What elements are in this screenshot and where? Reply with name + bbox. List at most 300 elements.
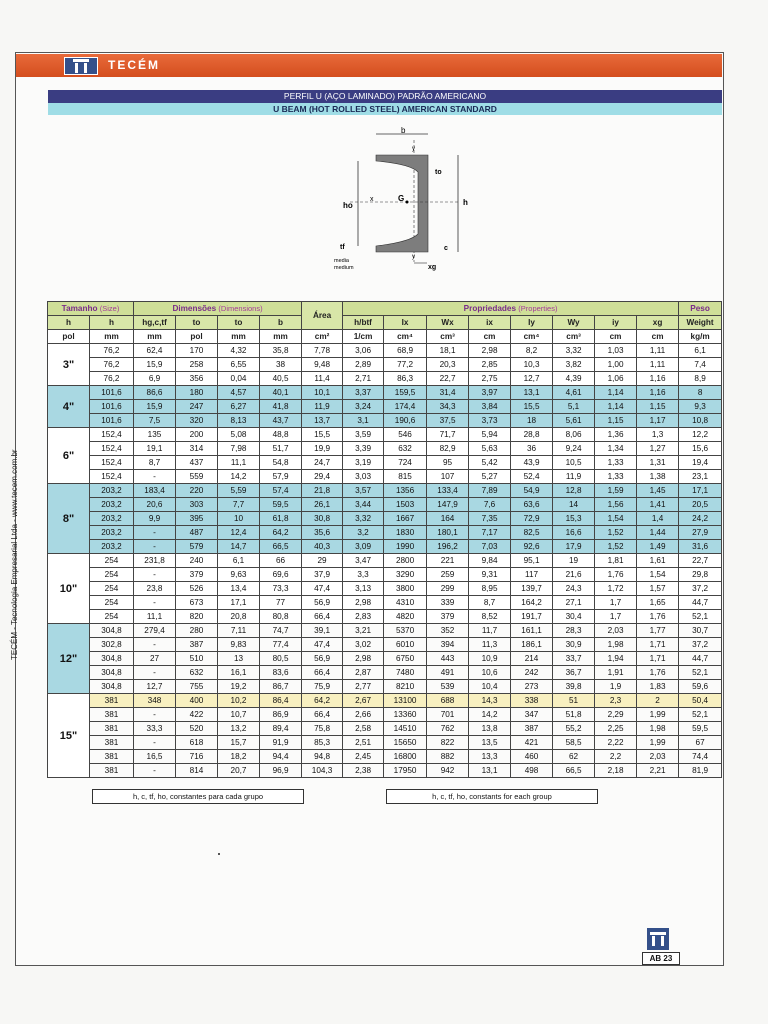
subheader-cell: to	[176, 316, 218, 330]
table-cell: 28,3	[553, 624, 595, 638]
table-row	[48, 750, 722, 764]
table-cell: 11,7	[469, 624, 511, 638]
table-row	[48, 596, 722, 610]
brand-header-bar	[16, 54, 722, 77]
table-cell: 7,89	[469, 484, 511, 498]
subheader-cell: xg	[637, 316, 679, 330]
table-cell: 62	[553, 750, 595, 764]
table-cell: 20,3	[427, 358, 469, 372]
table-cell: 21,8	[302, 484, 343, 498]
table-cell: 7,35	[469, 512, 511, 526]
table-cell: 2,71	[343, 372, 384, 386]
table-cell: 4820	[384, 610, 427, 624]
table-cell: 632	[384, 442, 427, 456]
diagram-label-x: x	[370, 196, 374, 203]
table-cell: 15,6	[679, 442, 722, 456]
table-cell: 5,42	[469, 456, 511, 470]
table-cell: 9,9	[134, 512, 176, 526]
table-cell: 17,1	[679, 484, 722, 498]
table-cell: 18	[511, 414, 553, 428]
header-weight: Peso	[679, 302, 722, 316]
table-cell: 8,52	[469, 610, 511, 624]
header-size: Tamanho (Size)	[48, 302, 134, 316]
diagram-label-media: media	[334, 258, 349, 264]
table-cell: 304,8	[90, 624, 134, 638]
table-cell: 19,4	[679, 456, 722, 470]
table-cell: 882	[427, 750, 469, 764]
table-cell: 96,9	[260, 764, 302, 778]
table-cell: 3,73	[469, 414, 511, 428]
diagram-label-c: c	[444, 245, 448, 252]
table-cell: 63,6	[511, 498, 553, 512]
table-row	[48, 428, 722, 442]
table-cell: 221	[427, 554, 469, 568]
table-cell: 16,6	[553, 526, 595, 540]
table-cell: 2,38	[343, 764, 384, 778]
table-cell: 4,32	[218, 344, 260, 358]
table-cell: 299	[427, 582, 469, 596]
table-cell: 8,95	[469, 582, 511, 596]
table-cell: 30,4	[553, 610, 595, 624]
table-cell: -	[134, 568, 176, 582]
table-cell: 34,3	[427, 400, 469, 414]
table-cell: 10,4	[469, 680, 511, 694]
table-cell: 15,3	[553, 512, 595, 526]
subheader-cell: Weight	[679, 316, 722, 330]
table-cell: 1,45	[637, 484, 679, 498]
table-cell: 2,98	[343, 596, 384, 610]
table-cell: 203,2	[90, 484, 134, 498]
table-cell: 13,1	[469, 764, 511, 778]
table-cell: 81,9	[679, 764, 722, 778]
table-cell: 180	[176, 386, 218, 400]
table-cell: 77	[260, 596, 302, 610]
table-row	[48, 610, 722, 624]
table-cell: 83,6	[260, 666, 302, 680]
table-cell: 82,9	[427, 442, 469, 456]
table-cell: 13,1	[511, 386, 553, 400]
table-cell: -	[134, 638, 176, 652]
table-cell: 30,7	[679, 624, 722, 638]
table-cell: 559	[176, 470, 218, 484]
note-portuguese: h, c, tf, ho, constantes para cada grupo	[92, 789, 304, 804]
table-cell: 3,32	[343, 512, 384, 526]
table-cell: 15,9	[134, 400, 176, 414]
size-cell: 12"	[48, 624, 90, 694]
table-cell: 186,1	[511, 638, 553, 652]
table-row	[48, 624, 722, 638]
table-cell: 632	[176, 666, 218, 680]
table-cell: 673	[176, 596, 218, 610]
table-cell: 520	[176, 722, 218, 736]
table-cell: 1990	[384, 540, 427, 554]
table-cell: 395	[176, 512, 218, 526]
table-cell: 27,1	[553, 596, 595, 610]
table-cell: 3,37	[343, 386, 384, 400]
table-cell: 526	[176, 582, 218, 596]
table-row	[48, 512, 722, 526]
table-cell: 3,06	[343, 344, 384, 358]
table-row	[48, 652, 722, 666]
table-cell: 5,94	[469, 428, 511, 442]
table-cell: 280	[176, 624, 218, 638]
table-cell: 1,7	[595, 596, 637, 610]
table-cell: 12,7	[134, 680, 176, 694]
table-cell: 14,3	[469, 694, 511, 708]
table-cell: 1,33	[595, 456, 637, 470]
table-row	[48, 386, 722, 400]
table-cell: 1,06	[595, 372, 637, 386]
table-cell: 52,1	[679, 610, 722, 624]
table-cell: 10,6	[469, 666, 511, 680]
table-cell: 11,3	[469, 638, 511, 652]
table-cell: 381	[90, 694, 134, 708]
table-cell: 1667	[384, 512, 427, 526]
table-cell: 240	[176, 554, 218, 568]
table-cell: 15,5	[511, 400, 553, 414]
table-cell: 1,27	[637, 442, 679, 456]
table-cell: 4310	[384, 596, 427, 610]
unit-cell: cm	[469, 330, 511, 344]
table-cell: -	[134, 736, 176, 750]
table-cell: 85,3	[302, 736, 343, 750]
table-cell: 618	[176, 736, 218, 750]
table-cell: 3,32	[553, 344, 595, 358]
table-cell: 69,6	[260, 568, 302, 582]
table-cell: 20,8	[218, 610, 260, 624]
table-cell: 2,98	[343, 652, 384, 666]
table-cell: 4,39	[553, 372, 595, 386]
table-cell: 135	[134, 428, 176, 442]
tecem-logo	[64, 57, 98, 75]
table-cell: 13360	[384, 708, 427, 722]
table-cell: 10,1	[302, 386, 343, 400]
table-cell: 2,51	[343, 736, 384, 750]
table-cell: 510	[176, 652, 218, 666]
table-cell: 47,4	[302, 582, 343, 596]
table-cell: 139,7	[511, 582, 553, 596]
table-cell: 1,83	[637, 680, 679, 694]
table-cell: 3,3	[343, 568, 384, 582]
table-cell: 814	[176, 764, 218, 778]
table-cell: 379	[176, 568, 218, 582]
table-cell: 66,5	[260, 540, 302, 554]
table-cell: 387	[176, 638, 218, 652]
table-cell: 76,2	[90, 344, 134, 358]
table-cell: 39,8	[553, 680, 595, 694]
table-cell: 41,8	[260, 400, 302, 414]
table-cell: 92,6	[511, 540, 553, 554]
table-cell: 7,6	[469, 498, 511, 512]
table-cell: 18,1	[427, 344, 469, 358]
table-cell: 1,34	[595, 442, 637, 456]
table-cell: 40,1	[260, 386, 302, 400]
table-cell: 152,4	[90, 428, 134, 442]
table-cell: 724	[384, 456, 427, 470]
header-properties: Propriedades (Properties)	[343, 302, 679, 316]
table-cell: 579	[176, 540, 218, 554]
table-cell: 443	[427, 652, 469, 666]
table-cell: 28,8	[511, 428, 553, 442]
table-cell: 1,36	[595, 428, 637, 442]
table-cell: 15650	[384, 736, 427, 750]
table-cell: 3,44	[343, 498, 384, 512]
table-cell: 76,2	[90, 372, 134, 386]
table-cell: 190,6	[384, 414, 427, 428]
table-cell: 2,25	[595, 722, 637, 736]
table-cell: 19,2	[218, 680, 260, 694]
table-cell: 6,9	[134, 372, 176, 386]
table-cell: 196,2	[427, 540, 469, 554]
table-cell: 203,2	[90, 512, 134, 526]
table-cell: 101,6	[90, 414, 134, 428]
table-cell: 11,1	[134, 610, 176, 624]
table-cell: 6,1	[218, 554, 260, 568]
table-cell: 180,1	[427, 526, 469, 540]
table-cell: 33,7	[553, 652, 595, 666]
table-cell: 2,22	[595, 736, 637, 750]
table-cell: 26,1	[302, 498, 343, 512]
table-cell: 27	[134, 652, 176, 666]
table-cell: 19,9	[302, 442, 343, 456]
logo-t-icon	[73, 59, 89, 73]
unit-cell: cm⁴	[384, 330, 427, 344]
table-cell: 56,9	[302, 596, 343, 610]
table-cell: 9,24	[553, 442, 595, 456]
table-cell: 15,7	[218, 736, 260, 750]
table-cell: 1,38	[637, 470, 679, 484]
table-cell: 7,7	[218, 498, 260, 512]
table-cell: 1,03	[595, 344, 637, 358]
table-cell: 18,2	[218, 750, 260, 764]
table-cell: 74,7	[260, 624, 302, 638]
table-cell: 5,27	[469, 470, 511, 484]
table-cell: 152,4	[90, 456, 134, 470]
table-cell: 17,1	[218, 596, 260, 610]
table-cell: 1,76	[637, 610, 679, 624]
table-cell: 14	[553, 498, 595, 512]
table-cell: 5,61	[553, 414, 595, 428]
table-cell: 1,61	[637, 554, 679, 568]
table-cell: 37,5	[427, 414, 469, 428]
table-cell: 3800	[384, 582, 427, 596]
table-cell: 259	[427, 568, 469, 582]
table-cell: 31,6	[679, 540, 722, 554]
diagram-label-y-top: y	[412, 146, 415, 152]
size-cell: 10"	[48, 554, 90, 624]
table-cell: 3,39	[343, 442, 384, 456]
table-cell: 688	[427, 694, 469, 708]
table-cell: 43,9	[511, 456, 553, 470]
table-cell: 2,18	[595, 764, 637, 778]
table-cell: 7480	[384, 666, 427, 680]
table-cell: 23,1	[679, 470, 722, 484]
table-cell: 38	[260, 358, 302, 372]
note-english: h, c, tf, ho, constants for each group	[386, 789, 598, 804]
table-cell: 19	[553, 554, 595, 568]
table-cell: 15,5	[302, 428, 343, 442]
table-cell: 54,8	[260, 456, 302, 470]
table-cell: 75,9	[302, 680, 343, 694]
table-cell: 8,2	[511, 344, 553, 358]
table-cell: 320	[176, 414, 218, 428]
table-cell: 5,1	[553, 400, 595, 414]
table-cell: 304,8	[90, 680, 134, 694]
table-row	[48, 736, 722, 750]
table-cell: 1503	[384, 498, 427, 512]
table-cell: 66,4	[302, 708, 343, 722]
unit-cell: kg/m	[679, 330, 722, 344]
table-cell: 381	[90, 736, 134, 750]
unit-cell: mm	[260, 330, 302, 344]
table-cell: 6,1	[679, 344, 722, 358]
table-cell: 314	[176, 442, 218, 456]
table-cell: 3,82	[553, 358, 595, 372]
table-cell: 1,56	[595, 498, 637, 512]
table-cell: 68,9	[384, 344, 427, 358]
table-cell: 815	[384, 470, 427, 484]
table-row	[48, 694, 722, 708]
table-row	[48, 722, 722, 736]
table-cell: 75,8	[302, 722, 343, 736]
table-cell: 14,7	[218, 540, 260, 554]
unit-cell: cm²	[302, 330, 343, 344]
table-cell: 29,8	[679, 568, 722, 582]
table-cell: 352	[427, 624, 469, 638]
table-cell: 36,7	[553, 666, 595, 680]
table-cell: 52,1	[679, 666, 722, 680]
table-cell: 5,08	[218, 428, 260, 442]
table-cell: 1,71	[637, 638, 679, 652]
diagram-label-xg: xg	[428, 264, 437, 271]
table-cell: 50,4	[679, 694, 722, 708]
header-dimensions: Dimensões (Dimensions)	[134, 302, 302, 316]
table-cell: 24,3	[553, 582, 595, 596]
table-cell: 13,5	[469, 736, 511, 750]
table-cell: 74,4	[679, 750, 722, 764]
table-cell: 273	[511, 680, 553, 694]
diagram-label-y-bottom: y	[412, 254, 415, 260]
table-cell: 86,4	[260, 694, 302, 708]
u-beam-properties-table	[47, 301, 722, 778]
table-cell: -	[134, 666, 176, 680]
title-portuguese: PERFIL U (AÇO LAMINADO) PADRÃO AMERICANO	[48, 90, 722, 103]
table-cell: 29	[302, 554, 343, 568]
subheader-cell: Wy	[553, 316, 595, 330]
table-cell: -	[134, 470, 176, 484]
company-sidebar-text: TECÉM - Tecnologia Empresarial Ltda - www.tecem.com.br	[10, 449, 19, 660]
table-cell: 161,1	[511, 624, 553, 638]
size-cell: 15"	[48, 694, 90, 778]
table-cell: 40,3	[302, 540, 343, 554]
table-cell: 422	[176, 708, 218, 722]
table-cell: 9,84	[469, 554, 511, 568]
table-cell: 4,57	[218, 386, 260, 400]
table-cell: -	[134, 526, 176, 540]
table-cell: 1,59	[595, 484, 637, 498]
table-cell: 24,2	[679, 512, 722, 526]
table-cell: 304,8	[90, 652, 134, 666]
table-cell: 1,31	[637, 456, 679, 470]
size-cell: 4"	[48, 386, 90, 428]
table-cell: 20,6	[134, 498, 176, 512]
table-cell: 152,4	[90, 442, 134, 456]
table-cell: 203,2	[90, 498, 134, 512]
table-cell: 66,4	[302, 666, 343, 680]
table-cell: 22,7	[679, 554, 722, 568]
table-cell: 1,49	[637, 540, 679, 554]
table-cell: 1356	[384, 484, 427, 498]
table-cell: 3,09	[343, 540, 384, 554]
table-cell: 9,83	[218, 638, 260, 652]
table-cell: 822	[427, 736, 469, 750]
diagram-label-tf: tf	[340, 244, 345, 251]
table-row	[48, 456, 722, 470]
u-beam-cross-section-diagram	[330, 122, 480, 277]
table-cell: 716	[176, 750, 218, 764]
table-cell: 10,8	[679, 414, 722, 428]
unit-cell: pol	[48, 330, 90, 344]
table-cell: 1,7	[595, 610, 637, 624]
table-cell: 338	[511, 694, 553, 708]
table-cell: 6,55	[218, 358, 260, 372]
table-cell: 159,5	[384, 386, 427, 400]
table-cell: 11,1	[218, 456, 260, 470]
table-cell: 22,7	[427, 372, 469, 386]
table-cell: 2,98	[469, 344, 511, 358]
unit-cell: cm	[637, 330, 679, 344]
table-cell: 0,04	[218, 372, 260, 386]
table-cell: 94,4	[260, 750, 302, 764]
table-cell: 48,8	[260, 428, 302, 442]
size-cell: 6"	[48, 428, 90, 484]
table-cell: 1,99	[637, 736, 679, 750]
table-cell: 117	[511, 568, 553, 582]
table-cell: 164	[427, 512, 469, 526]
unit-cell: 1/cm	[343, 330, 384, 344]
table-cell: 2,2	[595, 750, 637, 764]
table-row	[48, 638, 722, 652]
table-cell: 36	[511, 442, 553, 456]
table-row	[48, 666, 722, 680]
table-cell: 2	[637, 694, 679, 708]
table-cell: 39,1	[302, 624, 343, 638]
table-cell: 9,31	[469, 568, 511, 582]
table-cell: 2,03	[595, 624, 637, 638]
table-cell: 40,5	[260, 372, 302, 386]
table-cell: 20,5	[679, 498, 722, 512]
table-cell: 460	[511, 750, 553, 764]
table-cell: 14,2	[218, 470, 260, 484]
table-cell: 55,2	[553, 722, 595, 736]
table-cell: 3,47	[343, 554, 384, 568]
table-cell: 1,72	[595, 582, 637, 596]
table-cell: 2,21	[637, 764, 679, 778]
table-cell: 35,6	[302, 526, 343, 540]
table-cell: 59,6	[679, 680, 722, 694]
table-cell: 304,8	[90, 666, 134, 680]
table-cell: 348	[134, 694, 176, 708]
table-cell: 2,58	[343, 722, 384, 736]
table-cell: 1,52	[595, 526, 637, 540]
table-cell: 3,24	[343, 400, 384, 414]
footer-logo-icon	[647, 928, 669, 950]
table-cell: 13,7	[302, 414, 343, 428]
table-cell: 1,57	[637, 582, 679, 596]
table-cell: 1,98	[637, 722, 679, 736]
table-cell: 1,76	[595, 568, 637, 582]
table-cell: 303	[176, 498, 218, 512]
